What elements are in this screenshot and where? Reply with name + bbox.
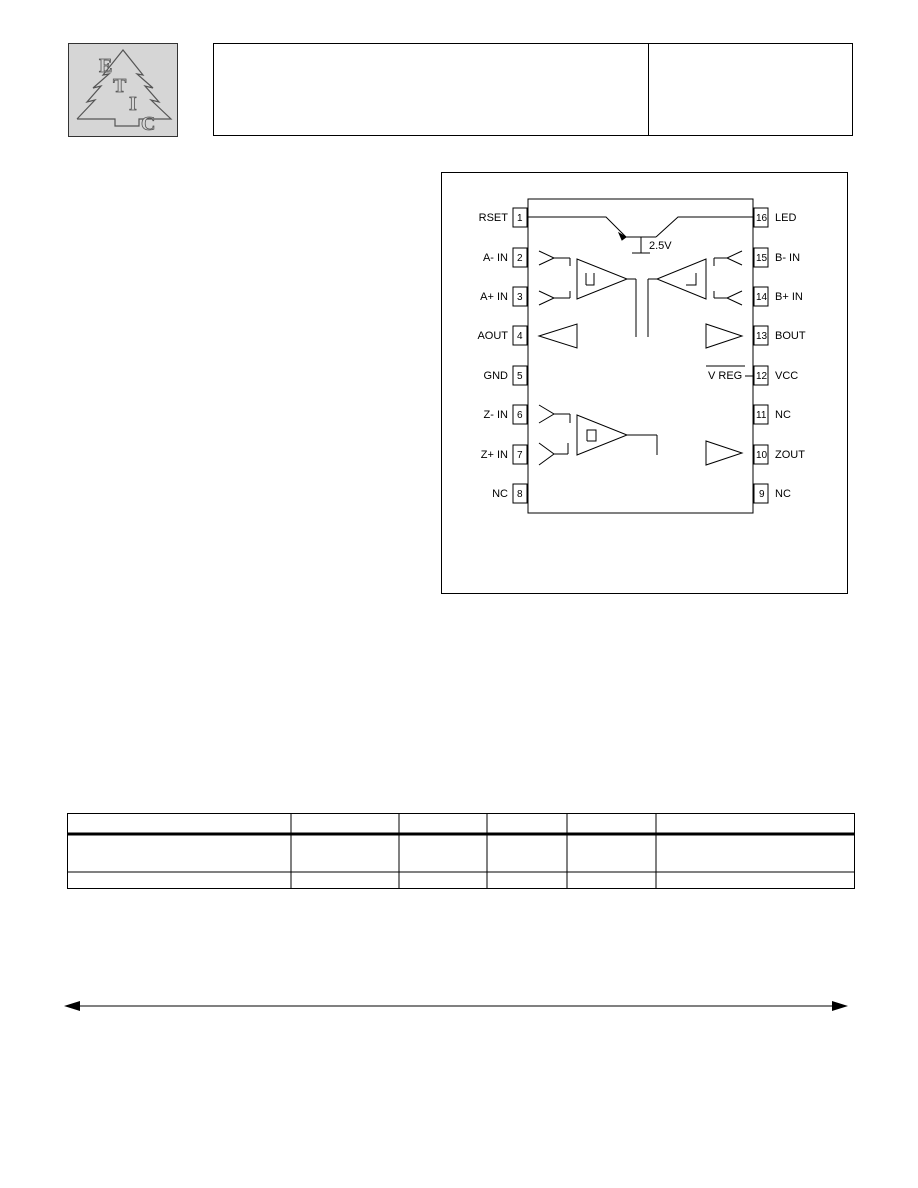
pin-2-number: 2 <box>517 253 523 264</box>
logo-letter-t: T <box>113 75 127 97</box>
logo-letter-c: C <box>141 113 156 135</box>
pin-14-label: B+ IN <box>775 291 803 303</box>
pin-12-label: VCC <box>775 370 799 382</box>
pin-11-number: 11 <box>756 410 767 421</box>
pin-1-number: 1 <box>517 213 523 224</box>
pin-2-label: A- IN <box>482 252 508 264</box>
pin-11-label: NC <box>775 409 791 421</box>
pin-15-label: B- IN <box>775 252 801 264</box>
pin-7-number: 7 <box>517 450 523 461</box>
spec-table-grid <box>67 813 855 890</box>
pin-7-label: Z+ IN <box>480 449 508 461</box>
pin-5-number: 5 <box>517 371 523 382</box>
pin-16-number: 16 <box>756 213 768 224</box>
pin-4-label: AOUT <box>477 330 508 342</box>
pin-4-number: 4 <box>517 331 523 342</box>
pin-9-label: NC <box>775 488 791 500</box>
logo-letter-i: I <box>129 93 137 115</box>
right-pins <box>754 208 806 503</box>
pin-16-label: LED <box>775 212 797 224</box>
tree-logo-graphic <box>69 44 177 136</box>
pin-3-number: 3 <box>517 292 523 303</box>
pin-9-number: 9 <box>759 489 765 500</box>
pin-13-number: 13 <box>756 331 768 342</box>
pin-1-label: RSET <box>478 212 508 224</box>
pin-3-label: A+ IN <box>480 291 508 303</box>
company-logo <box>68 43 178 137</box>
double-arrow-icon <box>62 996 852 1016</box>
vreg-label: V REG <box>708 370 743 382</box>
reference-voltage-label: 2.5V <box>649 240 672 252</box>
pin-8-label: NC <box>492 488 508 500</box>
spec-table <box>67 813 855 890</box>
left-pins <box>477 208 527 503</box>
dimension-arrow <box>62 996 852 1016</box>
pin-6-label: Z- IN <box>483 409 508 421</box>
pin-5-label: GND <box>483 370 508 382</box>
internal-circuit <box>528 217 753 465</box>
pin-8-number: 8 <box>517 489 523 500</box>
pin-10-label: ZOUT <box>775 449 805 461</box>
pin-diagram <box>442 173 849 595</box>
pin-14-number: 14 <box>756 292 768 303</box>
header-side-box <box>648 43 853 136</box>
pin-12-number: 12 <box>756 371 768 382</box>
pin-diagram-frame <box>441 172 848 594</box>
logo-letter-e: E <box>99 55 113 77</box>
pin-10-number: 10 <box>756 450 768 461</box>
pin-13-label: BOUT <box>775 330 806 342</box>
header-title-box <box>213 43 649 136</box>
pin-6-number: 6 <box>517 410 523 421</box>
pin-15-number: 15 <box>756 253 768 264</box>
